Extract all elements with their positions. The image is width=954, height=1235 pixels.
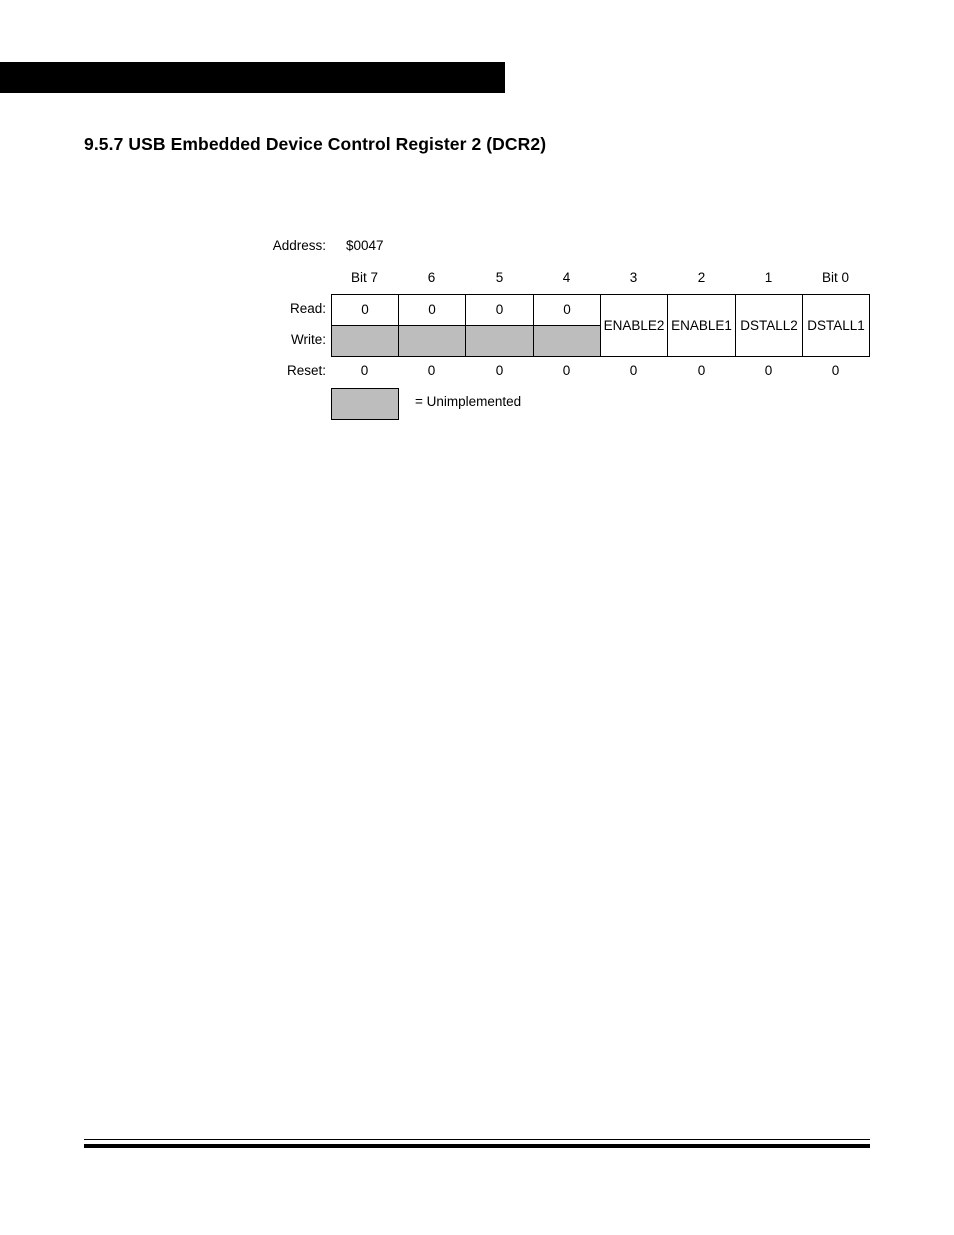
write-row-label: Write: bbox=[290, 332, 326, 347]
section-title: 9.5.7 USB Embedded Device Control Register 2 (DCR2) bbox=[84, 134, 547, 154]
bit-header: 5 bbox=[495, 270, 504, 285]
reset-value: 0 bbox=[629, 363, 638, 378]
reset-row-label: Reset: bbox=[286, 363, 326, 378]
address-value: $0047 bbox=[346, 238, 384, 253]
unimplemented-legend-swatch bbox=[331, 388, 399, 420]
footer-rule-thin bbox=[84, 1139, 870, 1140]
bit-header: Bit 0 bbox=[821, 270, 849, 285]
field-dstall2: DSTALL2 bbox=[735, 294, 803, 357]
footer-rule-thick bbox=[84, 1144, 870, 1148]
read-cell-bit7: 0 bbox=[331, 294, 399, 326]
bit-header: Bit 7 bbox=[350, 270, 378, 285]
field-enable2: ENABLE2 bbox=[600, 294, 668, 357]
address-label: Address: bbox=[272, 238, 326, 253]
unimplemented-cell bbox=[398, 325, 466, 357]
unimplemented-cell bbox=[465, 325, 534, 357]
reset-value: 0 bbox=[831, 363, 840, 378]
field-enable1: ENABLE1 bbox=[667, 294, 736, 357]
header-bar bbox=[0, 62, 505, 93]
reset-value: 0 bbox=[360, 363, 369, 378]
unimplemented-cell bbox=[533, 325, 601, 357]
bit-header: 6 bbox=[427, 270, 436, 285]
register-grid bbox=[331, 294, 870, 357]
reset-value: 0 bbox=[427, 363, 436, 378]
reset-value: 0 bbox=[562, 363, 571, 378]
read-cell-bit5: 0 bbox=[465, 294, 534, 326]
bit-header: 2 bbox=[697, 270, 706, 285]
unimplemented-legend-text: = Unimplemented bbox=[415, 394, 522, 409]
read-cell-bit4: 0 bbox=[533, 294, 601, 326]
bit-header: 3 bbox=[629, 270, 638, 285]
unimplemented-cell bbox=[331, 325, 399, 357]
read-cell-bit6: 0 bbox=[398, 294, 466, 326]
read-row-label: Read: bbox=[289, 301, 326, 316]
reset-value: 0 bbox=[495, 363, 504, 378]
reset-value: 0 bbox=[764, 363, 773, 378]
field-dstall1: DSTALL1 bbox=[802, 294, 870, 357]
bit-header: 4 bbox=[562, 270, 571, 285]
reset-value: 0 bbox=[697, 363, 706, 378]
bit-header: 1 bbox=[764, 270, 773, 285]
